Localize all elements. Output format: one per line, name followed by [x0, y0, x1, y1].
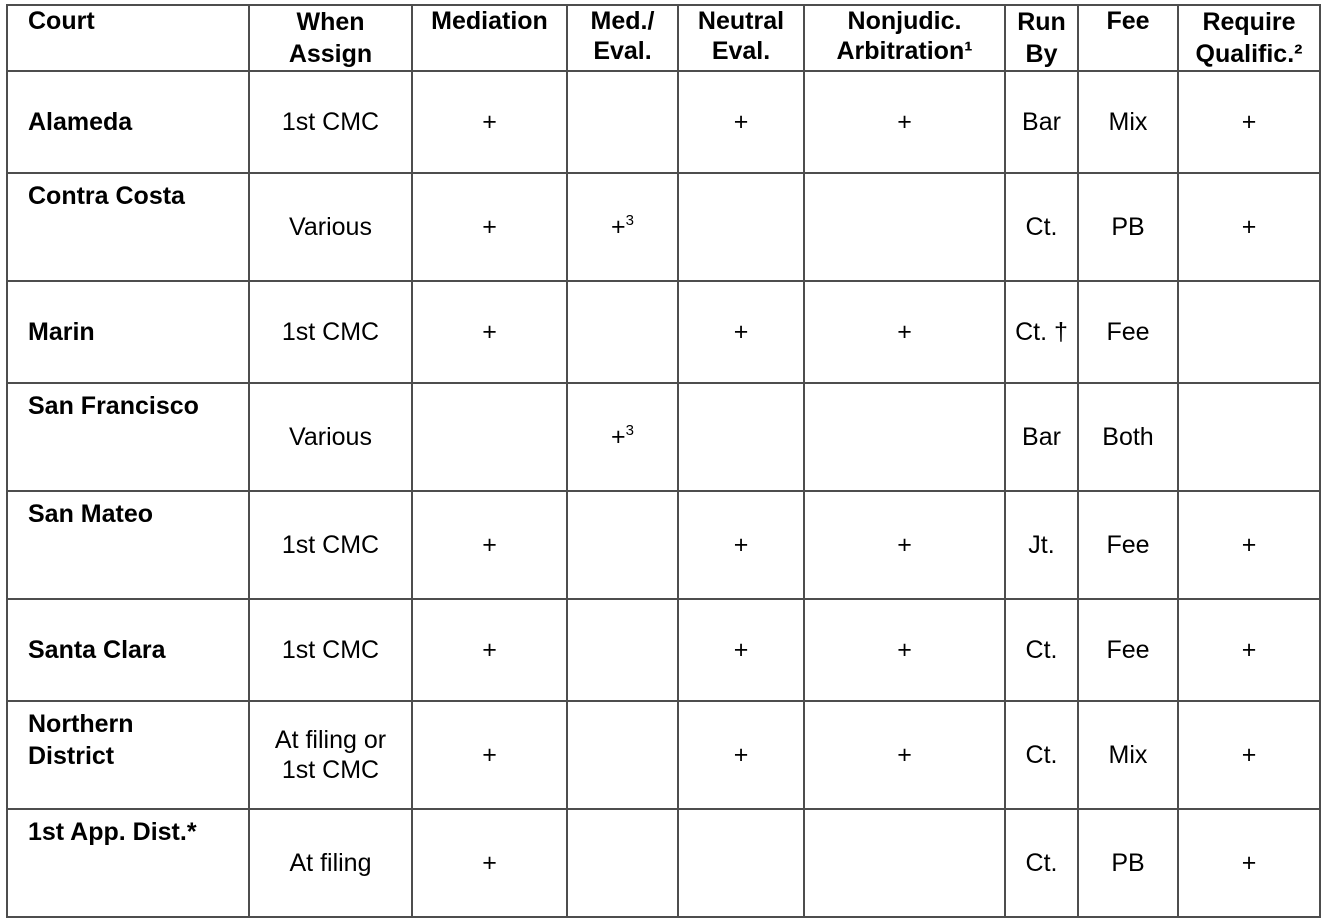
when-assign-cell — [249, 701, 412, 809]
arbitration-cell — [804, 173, 1005, 281]
arbitration-cell — [804, 491, 1005, 599]
table-row — [7, 599, 1320, 701]
fee-cell — [1078, 71, 1178, 173]
header-run-by-line-2: By — [1025, 40, 1058, 68]
med-eval-cell — [567, 173, 678, 281]
when-assign-cell-text: 1st CMC — [281, 636, 380, 664]
header-nonjudicial-arbitration — [804, 5, 1005, 71]
mediation-cell — [412, 281, 567, 383]
court-cell-text: Marin — [28, 318, 95, 346]
arbitration-cell — [804, 701, 1005, 809]
when-assign-cell-text: 1st CMC — [281, 756, 380, 784]
run-by-cell — [1005, 71, 1078, 173]
neutral-eval-cell-text: + — [733, 636, 749, 664]
med-eval-cell-text: + — [611, 423, 626, 451]
court-cell-text: Northern — [28, 710, 134, 738]
header-court — [7, 5, 249, 71]
require-qualific-cell — [1178, 491, 1320, 599]
arbitration-cell — [804, 281, 1005, 383]
court-cell — [7, 383, 249, 491]
court-cell — [7, 809, 249, 917]
run-by-cell — [1005, 809, 1078, 917]
header-mediation-label: Mediation — [431, 7, 548, 35]
mediation-cell — [412, 383, 567, 491]
require-qualific-cell — [1178, 383, 1320, 491]
neutral-eval-cell — [678, 599, 804, 701]
court-cell — [7, 71, 249, 173]
when-assign-cell-text: 1st CMC — [281, 531, 380, 559]
fee-cell-text: Mix — [1108, 108, 1148, 136]
fee-cell — [1078, 809, 1178, 917]
header-require-qualific — [1178, 5, 1320, 71]
mediation-cell-text: + — [482, 213, 497, 241]
med-eval-cell — [567, 491, 678, 599]
run-by-cell-text: Ct. — [1025, 213, 1058, 241]
mediation-cell — [412, 599, 567, 701]
when-assign-cell — [249, 281, 412, 383]
neutral-eval-cell-text: + — [733, 108, 749, 136]
court-cell-text: Alameda — [28, 108, 133, 136]
mediation-cell — [412, 701, 567, 809]
court-cell — [7, 701, 249, 809]
table-row — [7, 71, 1320, 173]
run-by-cell-text: Ct. — [1025, 741, 1058, 769]
table-row — [7, 809, 1320, 917]
header-neutral-eval — [678, 5, 804, 71]
require-qualific-cell-text: + — [1241, 531, 1257, 559]
arbitration-cell-text: + — [897, 741, 912, 769]
arbitration-cell-text: + — [897, 318, 912, 346]
when-assign-cell-text: At filing — [289, 849, 372, 877]
arbitration-cell-text: + — [897, 108, 912, 136]
med-eval-cell — [567, 383, 678, 491]
header-require-line-2: Qualific.² — [1195, 40, 1303, 68]
table-row — [7, 491, 1320, 599]
fee-cell — [1078, 281, 1178, 383]
header-fee — [1078, 5, 1178, 71]
mediation-cell-text: + — [482, 531, 497, 559]
neutral-eval-cell — [678, 173, 804, 281]
table-body — [7, 71, 1320, 917]
neutral-eval-cell — [678, 809, 804, 917]
header-when-line-2: Assign — [288, 40, 373, 68]
neutral-eval-cell-text: + — [733, 531, 749, 559]
arbitration-cell — [804, 809, 1005, 917]
mediation-cell — [412, 809, 567, 917]
med-eval-cell — [567, 71, 678, 173]
med-eval-cell — [567, 701, 678, 809]
when-assign-cell-text: Various — [289, 213, 372, 241]
run-by-cell-text: Ct. † — [1015, 318, 1068, 346]
header-med-eval — [567, 5, 678, 71]
require-qualific-cell — [1178, 701, 1320, 809]
court-cell — [7, 173, 249, 281]
neutral-eval-cell — [678, 71, 804, 173]
fee-cell-text: Mix — [1108, 741, 1148, 769]
adr-programs-table — [6, 4, 1321, 918]
header-when-line-1: When — [296, 8, 365, 36]
header-row — [7, 5, 1320, 71]
neutral-eval-cell-text: + — [733, 318, 749, 346]
header-med-eval-line-1: Med./ — [590, 7, 655, 35]
neutral-eval-cell — [678, 701, 804, 809]
mediation-cell-text: + — [482, 741, 497, 769]
when-assign-cell-text: Various — [289, 423, 372, 451]
table-row — [7, 383, 1320, 491]
require-qualific-cell — [1178, 599, 1320, 701]
require-qualific-cell-text: + — [1241, 636, 1257, 664]
fee-cell-text: PB — [1111, 849, 1145, 877]
when-assign-cell — [249, 809, 412, 917]
mediation-cell — [412, 71, 567, 173]
fee-cell — [1078, 599, 1178, 701]
when-assign-cell — [249, 491, 412, 599]
fee-cell — [1078, 701, 1178, 809]
court-cell-text: Santa Clara — [28, 636, 166, 664]
mediation-cell-text: + — [482, 636, 497, 664]
fee-cell — [1078, 491, 1178, 599]
run-by-cell — [1005, 383, 1078, 491]
when-assign-cell-text: 1st CMC — [281, 108, 380, 136]
header-run-by-line-1: Run — [1017, 8, 1066, 36]
header-mediation — [412, 5, 567, 71]
header-fee-label: Fee — [1106, 7, 1150, 35]
header-when-assign — [249, 5, 412, 71]
header-court-label: Court — [28, 7, 95, 35]
run-by-cell-text: Ct. — [1025, 636, 1058, 664]
table-row — [7, 701, 1320, 809]
arbitration-cell — [804, 71, 1005, 173]
table-row — [7, 173, 1320, 281]
mediation-cell — [412, 491, 567, 599]
when-assign-cell — [249, 383, 412, 491]
court-cell — [7, 491, 249, 599]
run-by-cell-text: Ct. — [1025, 849, 1058, 877]
when-assign-cell-text: At filing or — [274, 726, 387, 754]
require-qualific-cell-text: + — [1241, 849, 1257, 877]
neutral-eval-cell-text: + — [733, 741, 749, 769]
fee-cell-text: Fee — [1106, 636, 1150, 664]
when-assign-cell — [249, 599, 412, 701]
fee-cell — [1078, 173, 1178, 281]
mediation-cell-text: + — [482, 849, 497, 877]
fee-cell-text: PB — [1111, 213, 1145, 241]
court-cell-text: Contra Costa — [28, 182, 185, 210]
run-by-cell — [1005, 281, 1078, 383]
fee-cell-text: Both — [1102, 423, 1154, 451]
require-qualific-cell-text: + — [1241, 108, 1257, 136]
header-med-eval-line-2: Eval. — [593, 37, 652, 65]
neutral-eval-cell — [678, 491, 804, 599]
med-eval-cell — [567, 599, 678, 701]
court-cell-text: San Francisco — [28, 392, 199, 420]
court-cell-text: 1st App. Dist.* — [28, 818, 197, 846]
header-require-line-1: Require — [1202, 8, 1296, 36]
run-by-cell — [1005, 173, 1078, 281]
when-assign-cell-text: 1st CMC — [281, 318, 380, 346]
require-qualific-cell-text: + — [1241, 213, 1257, 241]
court-cell — [7, 599, 249, 701]
header-arbitration-line-1: Nonjudic. — [847, 7, 962, 35]
footnote-superscript: 3 — [625, 212, 634, 229]
neutral-eval-cell — [678, 383, 804, 491]
med-eval-cell — [567, 281, 678, 383]
court-cell — [7, 281, 249, 383]
arbitration-cell-text: + — [897, 531, 912, 559]
arbitration-cell — [804, 599, 1005, 701]
mediation-cell-text: + — [482, 318, 497, 346]
mediation-cell-text: + — [482, 108, 497, 136]
arbitration-cell-text: + — [897, 636, 912, 664]
mediation-cell — [412, 173, 567, 281]
require-qualific-cell — [1178, 71, 1320, 173]
court-cell-text: District — [28, 742, 115, 770]
when-assign-cell — [249, 173, 412, 281]
require-qualific-cell-text: + — [1241, 741, 1257, 769]
fee-cell — [1078, 383, 1178, 491]
arbitration-cell — [804, 383, 1005, 491]
fee-cell-text: Fee — [1106, 531, 1150, 559]
fee-cell-text: Fee — [1106, 318, 1150, 346]
court-cell-text: San Mateo — [28, 500, 154, 528]
run-by-cell-text: Bar — [1022, 108, 1061, 136]
header-neutral-eval-line-2: Eval. — [711, 37, 771, 65]
require-qualific-cell — [1178, 809, 1320, 917]
footnote-superscript: 3 — [625, 422, 634, 439]
neutral-eval-cell — [678, 281, 804, 383]
header-neutral-eval-line-1: Neutral — [697, 7, 785, 35]
header-arbitration-line-2: Arbitration¹ — [836, 37, 973, 65]
run-by-cell-text: Jt. — [1028, 531, 1055, 559]
require-qualific-cell — [1178, 281, 1320, 383]
run-by-cell — [1005, 701, 1078, 809]
when-assign-cell — [249, 71, 412, 173]
require-qualific-cell — [1178, 173, 1320, 281]
med-eval-cell — [567, 809, 678, 917]
run-by-cell-text: Bar — [1022, 423, 1061, 451]
med-eval-cell-text: + — [611, 213, 626, 241]
table-row — [7, 281, 1320, 383]
header-run-by — [1005, 5, 1078, 71]
run-by-cell — [1005, 599, 1078, 701]
run-by-cell — [1005, 491, 1078, 599]
